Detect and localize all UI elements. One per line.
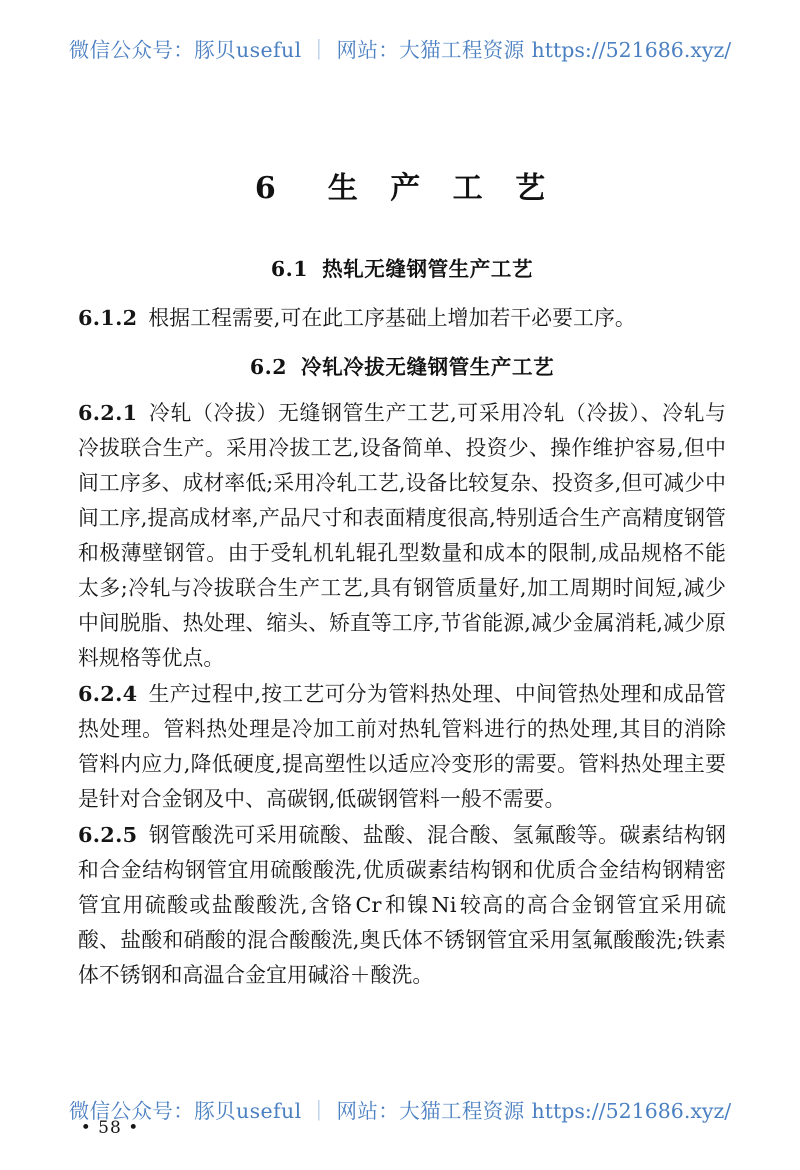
clause-6-1-2 — [78, 300, 726, 336]
watermark-site-label-bottom: 网站：大猫工程资源 — [336, 1099, 525, 1123]
clause-number-6-2-4: 6.2.4 — [78, 681, 138, 706]
clause-text-6-2-5-part2: 和镍 — [383, 893, 430, 917]
watermark-wechat-label-bottom: 微信公众号：豚贝useful — [68, 1099, 302, 1123]
watermark-top — [0, 33, 800, 63]
document-body — [78, 252, 726, 993]
section-number-6-2: 6.2 — [249, 355, 287, 379]
section-number-6-1: 6.1 — [270, 257, 309, 281]
clause-6-2-1 — [78, 395, 726, 676]
watermark-wechat-label: 微信公众号：豚贝useful — [68, 38, 302, 62]
clause-number-6-1-2: 6.1.2 — [78, 305, 138, 330]
clause-text-6-2-4: 生产过程中,按工艺可分为管料热处理、中间管热处理和成品管热处理。管料热处理是冷加工前对热轧管料进行的热处理,其目的消除管料内应力,降低硬度,提高塑性以适应冷变形的需要。管料热处理主要是针对合金钢及中、高碳钢,低碳钢管料一般不需要。 — [78, 682, 726, 811]
watermark-site-label: 网站：大猫工程资源 — [336, 38, 525, 62]
page-number: • 58 • — [80, 1118, 140, 1138]
chapter-title: 6 生 产 工 艺 — [254, 171, 557, 206]
section-title-6-2: 冷轧冷拔无缝钢管生产工艺 — [300, 355, 555, 379]
watermark-separator: ｜ — [308, 38, 330, 62]
clause-number-6-2-1: 6.2.1 — [78, 400, 138, 425]
clause-text-6-2-1: 冷轧（冷拔）无缝钢管生产工艺,可采用冷轧（冷拔）、冷轧与冷拔联合生产。采用冷拔工艺,设备简单、投资少、操作维护容易,但中间工序多、成材率低;采用冷轧工艺,设备比较复杂、投资多,但可减少中间工序,提高成材率,产品尺寸和表面精度很高,特别适合生产高精度钢管和极薄壁钢管。由于受轧机轧辊孔型数量和成本的限制,成品规格不能太多;冷轧与冷拔联合生产工艺,具有钢管质量好,加工周期时间短,减少中间脱脂、热处理、缩头、矫直等工序,节省能源,减少金属消耗,减少原料规格等优点。 — [78, 401, 726, 670]
clause-6-2-4 — [78, 676, 726, 817]
section-heading-6-1 — [78, 252, 726, 282]
clause-text-6-1-2: 根据工程需要,可在此工序基础上增加若干必要工序。 — [148, 306, 636, 330]
element-symbol-chromium: Cr — [355, 893, 382, 917]
element-symbol-nickel: Ni — [431, 893, 457, 917]
clause-number-6-2-5: 6.2.5 — [78, 822, 138, 847]
clause-text-6-2-5-part3: 较高的高合金钢管宜采用硫酸、盐酸和硝酸的混合酸酸洗,奥氏体不锈钢管宜采用氢氟酸酸洗;铁素体不锈钢和高温合金宜用碱浴＋酸洗。 — [78, 893, 726, 987]
watermark-url-bottom: https://521686.xyz/ — [531, 1099, 732, 1123]
clause-6-2-5 — [78, 817, 726, 993]
watermark-url: https://521686.xyz/ — [531, 38, 732, 62]
clause-text-6-2-5-part1: 钢管酸洗可采用硫酸、盐酸、混合酸、氢氟酸等。碳素结构钢和合金结构钢管宜用硫酸酸洗,优质碳素结构钢和优质合金结构钢精密管宜用硫酸或盐酸酸洗,含铬 — [78, 823, 726, 917]
watermark-separator-bottom: ｜ — [308, 1099, 330, 1123]
section-heading-6-2 — [78, 350, 726, 380]
section-title-6-1: 热轧无缝钢管生产工艺 — [322, 257, 534, 281]
